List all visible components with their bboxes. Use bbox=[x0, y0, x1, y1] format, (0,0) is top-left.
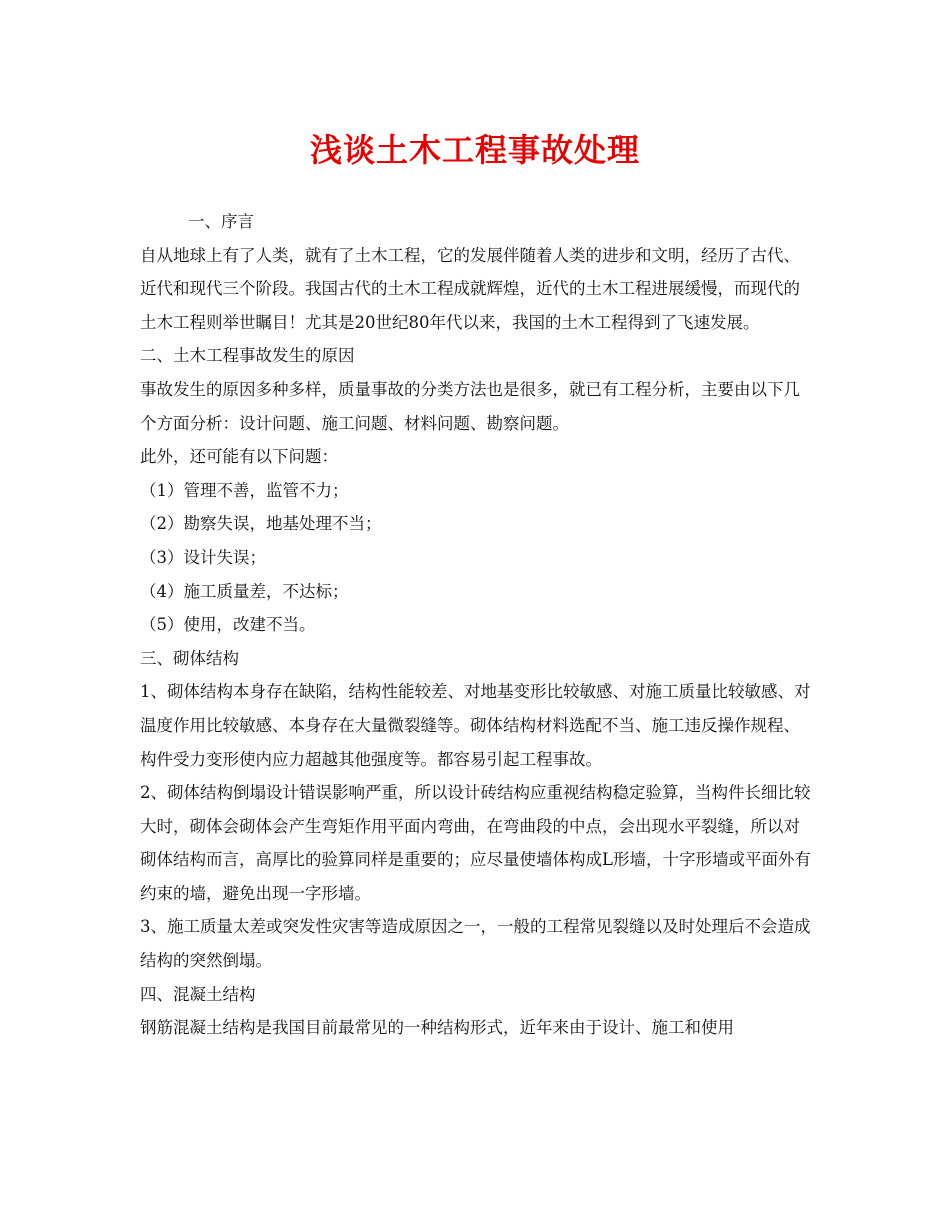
document-title: 浅谈土木工程事故处理 bbox=[309, 131, 640, 169]
paragraph: 自从地球上有了人类，就有了土木工程，它的发展伴随着人类的进步和文明，经历了古代、近代和现代三个阶段。我国古代的土木工程成就辉煌，近代的土木工程进展缓慢，而现代的土木工程则举世瞩目！尤其是20世纪80年代以来，我国的土木工程得到了飞速发展。 bbox=[140, 245, 800, 332]
section-heading-masonry: 三、砌体结构 bbox=[140, 648, 239, 668]
list-item: （2）勘察失误，地基处理不当； bbox=[140, 514, 382, 534]
paragraph: 钢筋混凝土结构是我国目前最常见的一种结构形式，近年来由于设计、施工和使用 bbox=[140, 1018, 734, 1038]
section-heading-concrete: 四、混凝土结构 bbox=[140, 984, 256, 1004]
paragraph: 2、砌体结构倒塌设计错误影响严重，所以设计砖结构应重视结构稳定验算，当构件长细比较大时，砌体会砌体会产生弯矩作用平面内弯曲，在弯曲段的中点，会出现水平裂缝，所以对砌体结构而言，高厚比的验算同样是重要的；应尽量使墙体构成L形墙，十字形墙或平面外有约束的墙，避免出现一字形墙。 bbox=[140, 783, 811, 903]
list-item: （5）使用，改建不当。 bbox=[140, 615, 316, 635]
list-item: （1）管理不善，监管不力； bbox=[140, 480, 349, 500]
section-heading-causes: 二、土木工程事故发生的原因 bbox=[140, 346, 355, 366]
paragraph: 3、施工质量太差或突发性灾害等造成原因之一，一般的工程常见裂缝以及时处理后不会造成结构的突然倒塌。 bbox=[140, 917, 811, 971]
paragraph: 事故发生的原因多种多样，质量事故的分类方法也是很多，就已有工程分析，主要由以下几个方面分析：设计问题、施工问题、材料问题、勘察问题。 bbox=[140, 379, 800, 433]
list-item: （3）设计失误； bbox=[140, 547, 266, 567]
section-heading-preface: 一、序言 bbox=[188, 212, 254, 231]
document-body bbox=[140, 205, 816, 1045]
list-item: （4）施工质量差，不达标； bbox=[140, 581, 349, 601]
paragraph: 1、砌体结构本身存在缺陷，结构性能较差、对地基变形比较敏感、对施工质量比较敏感、对温度作用比较敏感、本身存在大量微裂缝等。砌体结构材料选配不当、施工违反操作规程、构件受力变形使内应力超越其他强度等。都容易引起工程事故。 bbox=[140, 682, 811, 769]
paragraph: 此外，还可能有以下问题： bbox=[140, 447, 338, 467]
